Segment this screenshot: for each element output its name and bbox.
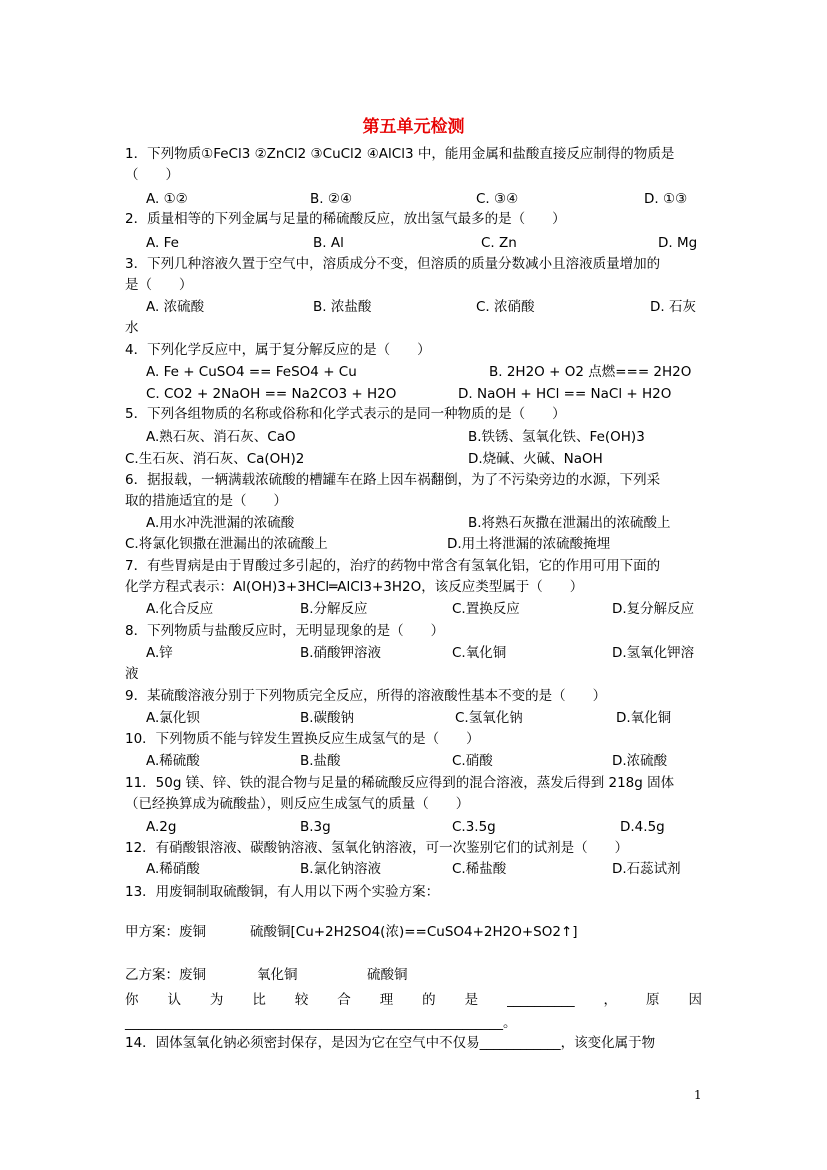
- question-7-cont: 化学方程式表示：Al(OH)3+3HCl═AlCl3+3H2O，该反应类型属于（ ）: [125, 579, 584, 595]
- q12-option-a: A.稀硝酸: [146, 861, 200, 877]
- plan-b-label: 乙方案：废铜: [125, 967, 206, 983]
- q12-option-d: D.石蕊试剂: [612, 861, 681, 877]
- q3-option-c: C. 浓硝酸: [476, 299, 535, 315]
- q3-option-d-wrap: 水: [125, 320, 139, 336]
- q4-option-d: D. NaOH + HCl == NaCl + H2O: [458, 386, 672, 402]
- q8-option-c: C.氧化铜: [452, 645, 507, 661]
- answer-char: 比: [252, 992, 266, 1008]
- question-12: 12．有硝酸银溶液、碳酸钠溶液、氢氧化钠溶液，可一次鉴别它们的试剂是（ ）: [125, 840, 629, 856]
- q3-option-b: B. 浓盐酸: [313, 299, 372, 315]
- q8-option-b: B.硝酸钾溶液: [300, 645, 382, 661]
- q7-option-a: A.化合反应: [146, 601, 214, 617]
- q5-option-d: D.烧碱、火碱、NaOH: [468, 451, 603, 467]
- q5-option-b: B.铁锈、氢氧化铁、Fe(OH)3: [468, 429, 645, 445]
- q1-option-c: C. ③④: [476, 191, 519, 207]
- question-5: 5．下列各组物质的名称或俗称和化学式表示的是同一种物质的是（ ）: [125, 406, 566, 422]
- q10-option-a: A.稀硫酸: [146, 753, 200, 769]
- answer-blank[interactable]: __________: [507, 992, 575, 1008]
- answer-char: 因: [688, 992, 702, 1008]
- q12-option-c: C.稀盐酸: [452, 861, 507, 877]
- question-1-cont: （ ）: [125, 167, 179, 183]
- question-2: 2．质量相等的下列金属与足量的稀硫酸反应，放出氢气最多的是（ ）: [125, 211, 566, 227]
- question-8: 8．下列物质与盐酸反应时，无明显现象的是（ ）: [125, 623, 445, 639]
- q11-option-d: D.4.5g: [620, 819, 665, 835]
- q4-option-c: C. CO2 + 2NaOH == Na2CO3 + H2O: [146, 386, 397, 402]
- q10-option-d: D.浓硫酸: [612, 753, 668, 769]
- q6-option-a: A.用水冲洗泄漏的浓硫酸: [146, 515, 295, 531]
- q12-option-b: B.氯化钠溶液: [300, 861, 382, 877]
- q6-option-d: D.用土将泄漏的浓硫酸掩埋: [447, 536, 611, 552]
- q9-option-d: D.氧化铜: [616, 710, 672, 726]
- q7-option-b: B.分解反应: [300, 601, 368, 617]
- q7-option-c: C.置换反应: [452, 601, 520, 617]
- page-title: 第五单元检测: [362, 117, 465, 137]
- q11-option-a: A.2g: [146, 819, 177, 835]
- question-10: 10．下列物质不能与锌发生置换反应生成氢气的是（ ）: [125, 731, 480, 747]
- q2-option-a: A. Fe: [146, 235, 179, 251]
- q5-option-a: A.熟石灰、消石灰、CaO: [146, 429, 296, 445]
- plan-a-label: 甲方案：废铜: [125, 924, 206, 940]
- q2-option-d: D. Mg: [658, 235, 698, 251]
- reason-blank[interactable]: ________________________________________________________。: [125, 1015, 517, 1031]
- question-1: 1．下列物质①FeCl3 ②ZnCl2 ③CuCl2 ④AlCl3 中，能用金属和盐酸直接反应制得的物质是: [125, 146, 675, 162]
- answer-char: 理: [379, 992, 394, 1008]
- q2-option-b: B. Al: [313, 235, 344, 251]
- q9-option-b: B.碳酸钠: [300, 710, 355, 726]
- q1-option-d: D. ①③: [644, 191, 688, 207]
- q10-option-b: B.盐酸: [300, 753, 341, 769]
- q4-option-b: B. 2H2O + O2 点燃=== 2H2O: [489, 364, 692, 380]
- answer-char: 的: [422, 992, 436, 1008]
- question-11-cont: （已经换算成为硫酸盐），则反应生成氢气的质量（ ）: [125, 796, 470, 812]
- q8-option-d: D.氢氧化钾溶: [612, 645, 695, 661]
- q6-option-b: B.将熟石灰撒在泄漏出的浓硫酸上: [468, 515, 671, 531]
- q6-option-c: C.将氯化钡撒在泄漏出的浓硫酸上: [125, 536, 328, 552]
- q3-option-d: D. 石灰: [650, 299, 696, 315]
- plan-b-intermediate: 氧化铜: [257, 967, 298, 983]
- plan-a-product: 硫酸铜[Cu+2H2SO4(浓)==CuSO4+2H2O+SO2↑]: [250, 924, 578, 940]
- answer-char: 认: [167, 992, 181, 1008]
- q1-option-a: A. ①②: [146, 191, 188, 207]
- q4-option-a: A. Fe + CuSO4 == FeSO4 + Cu: [146, 364, 357, 380]
- answer-char: 合: [337, 992, 351, 1008]
- q9-option-a: A.氯化钡: [146, 710, 200, 726]
- question-3: 3．下列几种溶液久置于空气中，溶质成分不变，但溶质的质量分数减小且溶液质量增加的: [125, 256, 661, 272]
- question-6: 6．据报载，一辆满载浓硫酸的槽罐车在路上因车祸翻倒，为了不污染旁边的水源，下列采: [125, 472, 661, 488]
- q10-option-c: C.硝酸: [452, 753, 493, 769]
- question-6-cont: 取的措施适宜的是（ ）: [125, 493, 287, 509]
- question-14: 14．固体氢氧化钠必须密封保存，是因为它在空气中不仅易____________，该变化属于物: [125, 1035, 656, 1051]
- question-11: 11．50g 镁、锌、铁的混合物与足量的稀硫酸反应得到的混合溶液，蒸发后得到 218g 固体: [125, 775, 675, 791]
- question-13: 13．用废铜制取硫酸铜，有人用以下两个实验方案：: [125, 884, 440, 900]
- answer-char: 为: [209, 992, 224, 1008]
- q7-option-d: D.复分解反应: [612, 601, 695, 617]
- answer-char: 较: [294, 992, 309, 1008]
- q8-option-a: A.锌: [146, 645, 173, 661]
- q5-option-c: C.生石灰、消石灰、Ca(OH)2: [125, 451, 305, 467]
- plan-b-product: 硫酸铜: [367, 967, 408, 983]
- answer-char: 原: [645, 992, 660, 1008]
- q9-option-c: C.氢氧化钠: [455, 710, 523, 726]
- answer-char: 你: [125, 992, 139, 1008]
- q3-option-a: A. 浓硫酸: [146, 299, 205, 315]
- q11-option-c: C.3.5g: [452, 819, 496, 835]
- question-7: 7．有些胃病是由于胃酸过多引起的，治疗的药物中常含有氢氧化铝，它的作用可用下面的: [125, 558, 661, 574]
- q11-option-b: B.3g: [300, 819, 331, 835]
- q13-answer-line: [125, 991, 702, 1009]
- page-number: 1: [694, 1088, 702, 1102]
- question-9: 9．某硫酸溶液分别于下列物质完全反应，所得的溶液酸性基本不变的是（ ）: [125, 688, 607, 704]
- q8-option-d-wrap: 液: [125, 666, 139, 682]
- answer-char: ，: [603, 992, 618, 1008]
- q2-option-c: C. Zn: [481, 235, 517, 251]
- question-3-cont: 是（ ）: [125, 277, 193, 293]
- q1-option-b: B. ②④: [310, 191, 353, 207]
- question-4: 4．下列化学反应中，属于复分解反应的是（ ）: [125, 342, 431, 358]
- answer-char: 是: [464, 992, 479, 1008]
